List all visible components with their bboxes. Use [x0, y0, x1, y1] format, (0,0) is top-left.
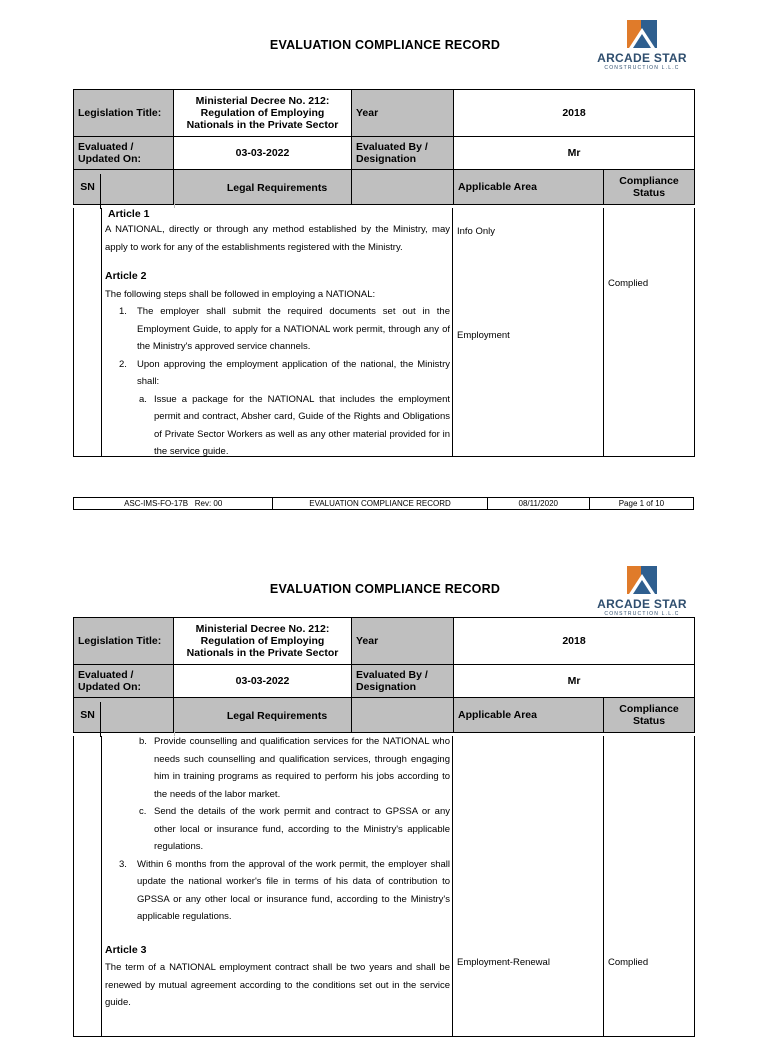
col-header-area: Applicable Area: [454, 698, 604, 733]
requirements-body: [73, 736, 695, 1037]
legal-requirements-header: Legal Requirements: [226, 182, 328, 194]
year-label: Year: [352, 90, 454, 137]
status-badge: Complied: [608, 957, 649, 968]
year-label: Year: [352, 618, 454, 665]
area-info-only: Info Only: [457, 226, 496, 237]
legislation-label: Legislation Title:: [74, 618, 174, 665]
col-header-status: Compliance Status: [604, 170, 695, 205]
logo-brand-text: ARCADE STAR: [597, 51, 687, 65]
arcade-star-logo-icon: [625, 18, 659, 50]
article-3-text: The term of a NATIONAL employment contract shall be two years and shall be renewed by mutual agreement according to the conditions set out in the service guide.: [105, 962, 450, 1008]
page-title: EVALUATION COMPLIANCE RECORD: [269, 38, 501, 52]
footer-code: ASC-IMS-FO-17B Rev: 00: [74, 498, 273, 509]
legal-requirements-header: Legal Requirements: [226, 710, 328, 722]
evaluated-by-label: Evaluated By / Designation: [352, 665, 454, 698]
company-logo: [592, 564, 692, 616]
document-page-2: [0, 527, 768, 1024]
logo-brand-text: ARCADE STAR: [597, 597, 687, 611]
year-value: 2018: [454, 90, 695, 137]
status-column: [604, 736, 694, 1036]
col-header-sn: SN: [74, 698, 174, 733]
area-employment: Employment: [457, 330, 510, 341]
list-item: b. Provide counselling and qualification services for the NATIONAL who needs such counselling and qualification services, through engaging him in training programs as required to perform his jobs according to the needs of the labor market.: [139, 736, 450, 800]
list-item: 1. The employer shall submit the required documents set out in the Employment Guide, to apply for a NATIONAL work permit, through any of the Ministry's approved service channels.: [119, 306, 450, 352]
legislation-label: Legislation Title:: [74, 90, 174, 137]
evaluated-by-value: Mr: [454, 665, 695, 698]
list-item: 2. Upon approving the employment application of the national, the Ministry shall:: [119, 358, 450, 387]
year-value: 2018: [454, 618, 695, 665]
col-header-area: Applicable Area: [454, 170, 604, 205]
evaluated-value: 03-03-2022: [174, 665, 352, 698]
area-column: [453, 736, 604, 1036]
sn-column: [74, 208, 102, 456]
col-header-sn: SN: [74, 170, 174, 205]
sn-column: [74, 736, 102, 1036]
evaluated-by-label: Evaluated By / Designation: [352, 137, 454, 170]
evaluated-label: Evaluated / Updated On:: [74, 665, 174, 698]
footer-page: Page 1 of 10: [618, 499, 665, 508]
legislation-value: Ministerial Decree No. 212: Regulation of Employing Nationals in the Private Sector: [174, 618, 352, 665]
article-3-title: Article 3: [105, 943, 147, 956]
logo-sub-text: CONSTRUCTION L.L.C: [604, 611, 680, 617]
evaluated-by-value: Mr: [454, 137, 695, 170]
arcade-star-logo-icon: [625, 564, 659, 596]
evaluated-value: 03-03-2022: [174, 137, 352, 170]
status-column: [604, 208, 694, 456]
footer-date: 08/11/2020: [488, 498, 590, 509]
legislation-value: Ministerial Decree No. 212: Regulation of Employing Nationals in the Private Sector: [174, 90, 352, 137]
page-footer: [73, 497, 694, 510]
list-item: a. Issue a package for the NATIONAL that includes the employment permit and contract, Absher card, Guide of the Rights and Obligations of Private Sector Workers as well as any other material provided for in the service guide.: [139, 393, 450, 457]
article-1-title: Article 1: [108, 208, 150, 220]
requirements-body: [73, 208, 695, 457]
area-employment-renewal: Employment-Renewal: [457, 957, 550, 968]
logo-sub-text: CONSTRUCTION L.L.C: [604, 65, 680, 71]
requirements-column: [102, 208, 453, 456]
footer-title: EVALUATION COMPLIANCE RECORD: [273, 498, 487, 509]
evaluated-label: Evaluated / Updated On:: [74, 137, 174, 170]
company-logo: [592, 18, 692, 70]
article-2-intro: The following steps shall be followed in employing a NATIONAL:: [105, 288, 376, 300]
article-2-title: Article 2: [105, 270, 147, 282]
area-column: [453, 208, 604, 456]
list-item: 3. Within 6 months from the approval of the work permit, the employer shall update the national worker's file in terms of his data of contribution to GPSSA or any other local or insurance fund, according to the Ministry's applicable regulations.: [119, 858, 450, 922]
list-item: c. Send the details of the work permit and contract to GPSSA or any other local or insurance fund, according to the Ministry's applicable regulations.: [139, 806, 450, 852]
requirements-column: [102, 736, 453, 1036]
status-badge: Complied: [608, 278, 649, 289]
article-1-text: A NATIONAL, directly or through any method established by the Ministry, may apply to work for any of the establishments registered with the Ministry.: [105, 224, 450, 253]
col-header-status: Compliance Status: [604, 698, 695, 733]
page-title: EVALUATION COMPLIANCE RECORD: [269, 582, 501, 596]
